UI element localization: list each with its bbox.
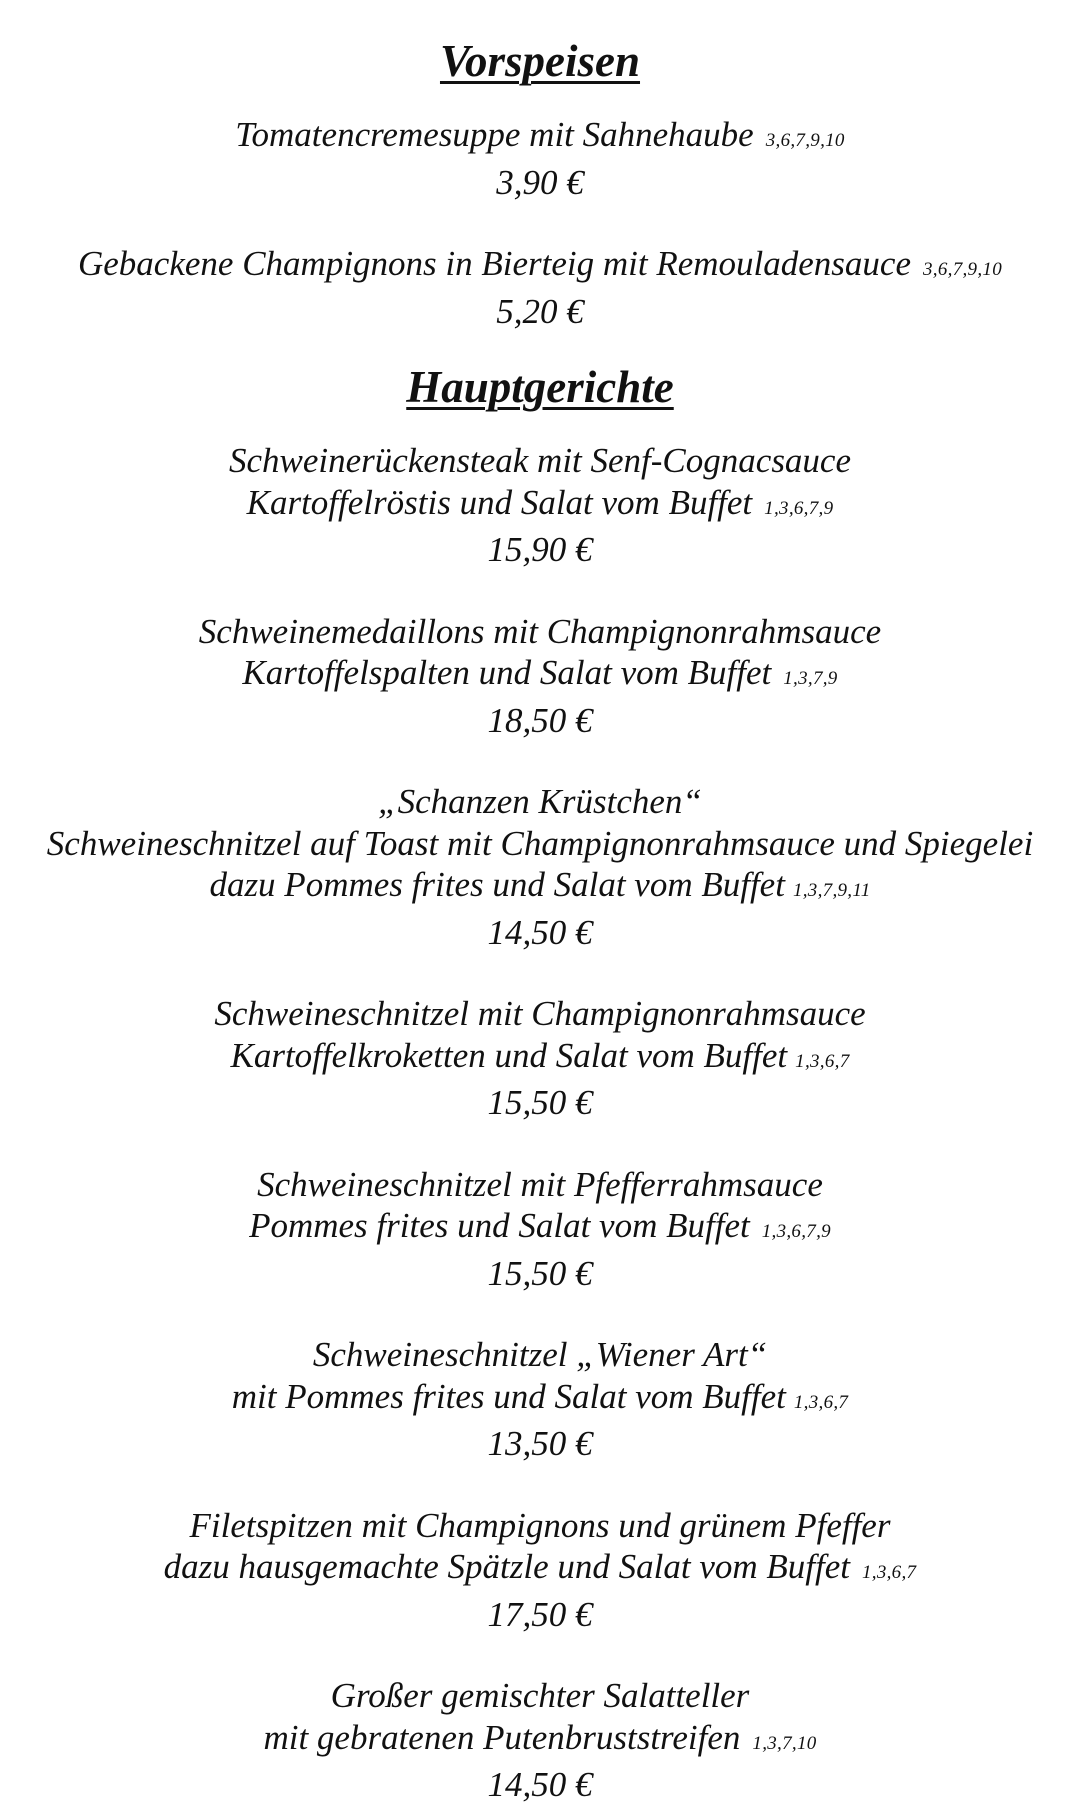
dish-side: Pommes frites und Salat vom Buffet <box>249 1206 750 1245</box>
dish-side: Kartoffelspalten und Salat vom Buffet <box>242 653 772 692</box>
dish-price: 5,20 € <box>496 291 584 331</box>
dish-description-line: Schweineschnitzel „Wiener Art“ <box>312 1335 768 1374</box>
allergen-codes: 1,3,7,9 <box>783 668 838 689</box>
dish-side: mit Pommes frites und Salat vom Buffet <box>231 1376 786 1416</box>
dish-price: 15,50 € <box>487 1253 593 1293</box>
dish-item <box>0 440 1080 571</box>
dish-item <box>0 114 1080 203</box>
dish-price: 3,90 € <box>496 162 584 202</box>
allergen-codes: 1,3,6,7,9 <box>761 1221 831 1242</box>
dish-description-line <box>0 864 1080 912</box>
dish-description-line <box>0 1717 1080 1765</box>
dish-side: dazu hausgemachte Spätzle und Salat vom Buffet <box>163 1547 850 1586</box>
allergen-codes: 1,3,7,9,11 <box>792 880 871 901</box>
dish-price: 14,50 € <box>487 1765 593 1804</box>
allergen-codes: 1,3,6,7 <box>795 1050 850 1072</box>
dish-description-line <box>0 652 1080 700</box>
dish-description-line: Schweinemedaillons mit Champignonrahmsauce <box>198 611 882 651</box>
dish-description-line: Schweineschnitzel mit Pfefferrahmsauce <box>257 1164 823 1204</box>
dish-side: dazu Pommes frites und Salat vom Buffet <box>209 865 785 904</box>
dish-price: 15,50 € <box>487 1083 593 1122</box>
allergen-codes: 1,3,6,7,9 <box>764 497 834 519</box>
dish-description-line <box>0 1546 1080 1594</box>
dish-price: 17,50 € <box>487 1594 593 1634</box>
section-title-starters: Vorspeisen <box>439 36 641 86</box>
section-title-mains: Hauptgerichte <box>406 362 674 412</box>
dish-item <box>0 781 1080 953</box>
dish-description-line: „Schanzen Krüstchen“ <box>378 782 702 821</box>
dish-side: Kartoffelkroketten und Salat vom Buffet <box>230 1035 788 1075</box>
dish-description-line: Filetspitzen mit Champignons und grünem Pfeffer <box>189 1505 891 1545</box>
dish-description-line: Großer gemischter Salatteller <box>330 1676 750 1715</box>
dish-item <box>0 611 1080 742</box>
dish-description-line: Schweinerückensteak mit Senf-Cognacsauce <box>228 441 852 480</box>
dish-description-line <box>0 1205 1080 1253</box>
allergen-codes: 3,6,7,9,10 <box>923 259 1002 280</box>
dish-description-line <box>0 482 1080 530</box>
dish-price: 13,50 € <box>487 1424 593 1463</box>
dish-name: Gebackene Champignons in Bierteig mit Remouladensauce <box>78 244 911 283</box>
dish-name: Tomatencremesuppe mit Sahnehaube <box>235 115 754 154</box>
dish-description-line: Schweineschnitzel auf Toast mit Champignonrahmsauce und Spiegelei <box>46 823 1034 863</box>
dish-item <box>0 1334 1080 1465</box>
dish-description-line: Schweineschnitzel mit Champignonrahmsauce <box>214 994 866 1033</box>
dish-item <box>0 1505 1080 1636</box>
dish-price: 18,50 € <box>487 700 593 740</box>
allergen-codes: 1,3,6,7 <box>793 1391 849 1413</box>
dish-item <box>0 1164 1080 1295</box>
dish-item <box>0 993 1080 1124</box>
dish-price: 14,50 € <box>487 912 593 952</box>
allergen-codes: 1,3,7,10 <box>752 1732 817 1754</box>
dish-description-line <box>0 1376 1080 1424</box>
allergen-codes: 1,3,6,7 <box>861 1562 917 1583</box>
dish-name-line <box>0 243 1080 291</box>
dish-price: 15,90 € <box>487 530 593 569</box>
dish-side: Kartoffelröstis und Salat vom Buffet <box>246 482 753 522</box>
dish-description-line <box>0 1035 1080 1083</box>
dish-item <box>0 1675 1080 1806</box>
dish-side: mit gebratenen Putenbruststreifen <box>263 1717 741 1757</box>
dish-name-line <box>0 114 1080 162</box>
allergen-codes: 3,6,7,9,10 <box>765 130 845 151</box>
dish-item <box>0 243 1080 332</box>
